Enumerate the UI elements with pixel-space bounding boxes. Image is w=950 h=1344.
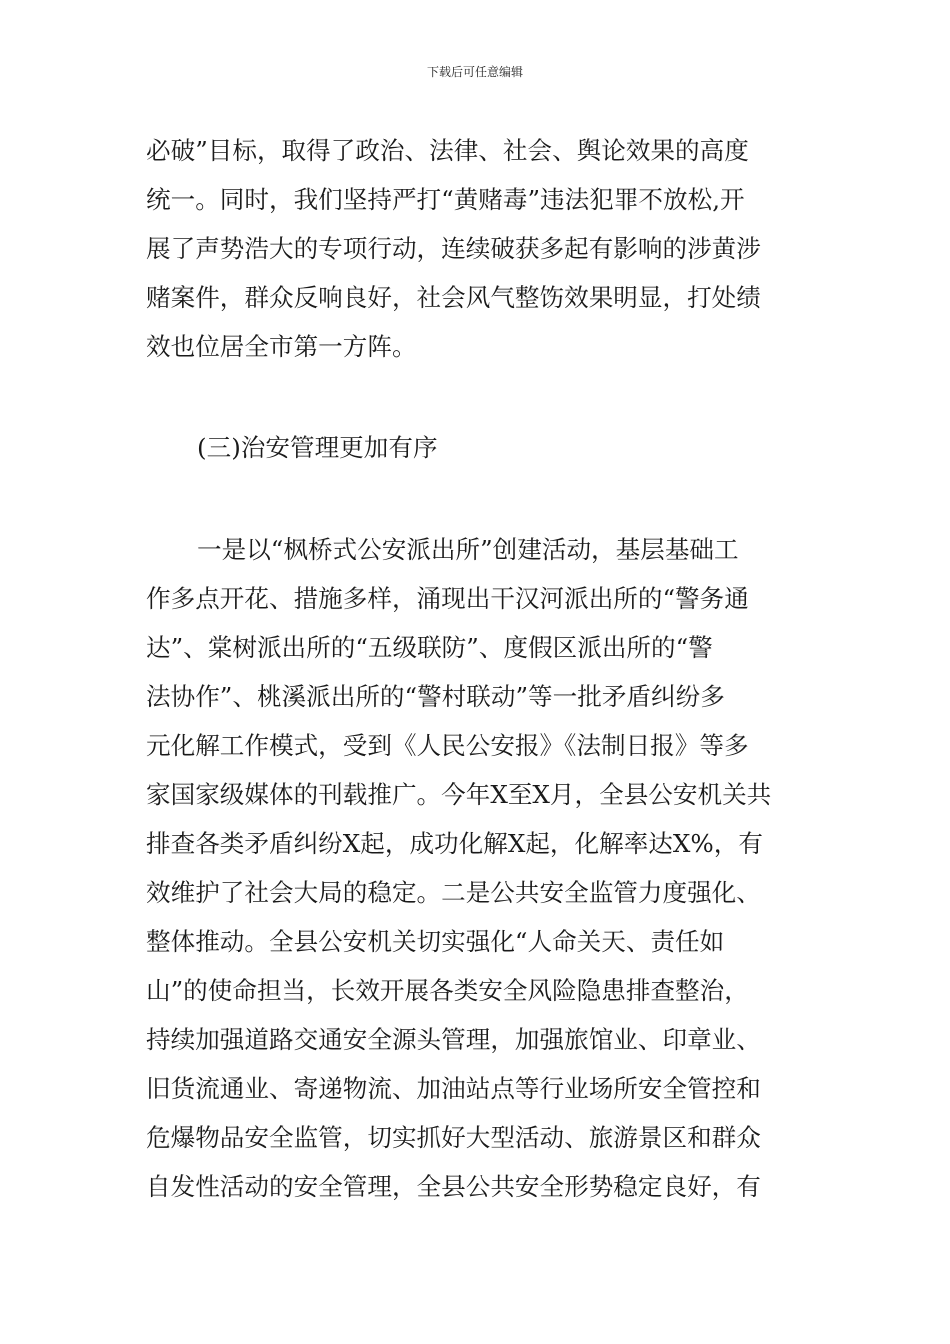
paragraph-line: 持续加强道路交通安全源头管理，加强旅馆业、印章业、 — [146, 1025, 761, 1054]
paragraph-line: 危爆物品安全监管，切实抓好大型活动、旅游景区和群众 — [146, 1123, 761, 1152]
paragraph-line: 山”的使命担当，长效开展各类安全风险隐患排查整治， — [146, 976, 749, 1005]
paragraph-line: 达”、棠树派出所的“五级联防”、度假区派出所的“警 — [146, 633, 713, 662]
paragraph-line: 效也位居全市第一方阵。 — [146, 332, 417, 361]
paragraph-line: 统一。同时，我们坚持严打“黄赌毒”违法犯罪不放松,开 — [146, 185, 745, 214]
paragraph-line: 效维护了社会大局的稳定。二是公共安全监管力度强化、 — [146, 878, 761, 907]
paragraph-line: 排查各类矛盾纠纷X起，成功化解X起，化解率达X%，有 — [146, 829, 763, 858]
section-heading: (三)治安管理更加有序 — [197, 433, 438, 462]
paragraph-line: 必破”目标，取得了政治、法律、社会、舆论效果的高度 — [146, 136, 749, 165]
paragraph-line: 旧货流通业、寄递物流、加油站点等行业场所安全管控和 — [146, 1074, 761, 1103]
paragraph-line: 作多点开花、措施多样，涌现出干汉河派出所的“警务通 — [146, 584, 749, 613]
page-header-note: 下载后可任意编辑 — [426, 65, 523, 79]
paragraph-line: 赌案件，群众反响良好，社会风气整饬效果明显，打处绩 — [146, 283, 761, 312]
paragraph-line: 法协作”、桃溪派出所的“警村联动”等一批矛盾纠纷多 — [146, 682, 725, 711]
paragraph-line: 自发性活动的安全管理，全县公共安全形势稳定良好，有 — [146, 1172, 761, 1201]
paragraph-line: 家国家级媒体的刊载推广。今年X至X月，全县公安机关共 — [146, 780, 772, 809]
paragraph-line: 元化解工作模式，受到《人民公安报》《法制日报》等多 — [146, 731, 749, 760]
paragraph-line: 展了声势浩大的专项行动，连续破获多起有影响的涉黄涉 — [146, 234, 761, 263]
paragraph-line: 整体推动。全县公安机关切实强化“人命关天、责任如 — [146, 927, 725, 956]
paragraph-line: 一是以“枫桥式公安派出所”创建活动，基层基础工 — [197, 535, 739, 564]
